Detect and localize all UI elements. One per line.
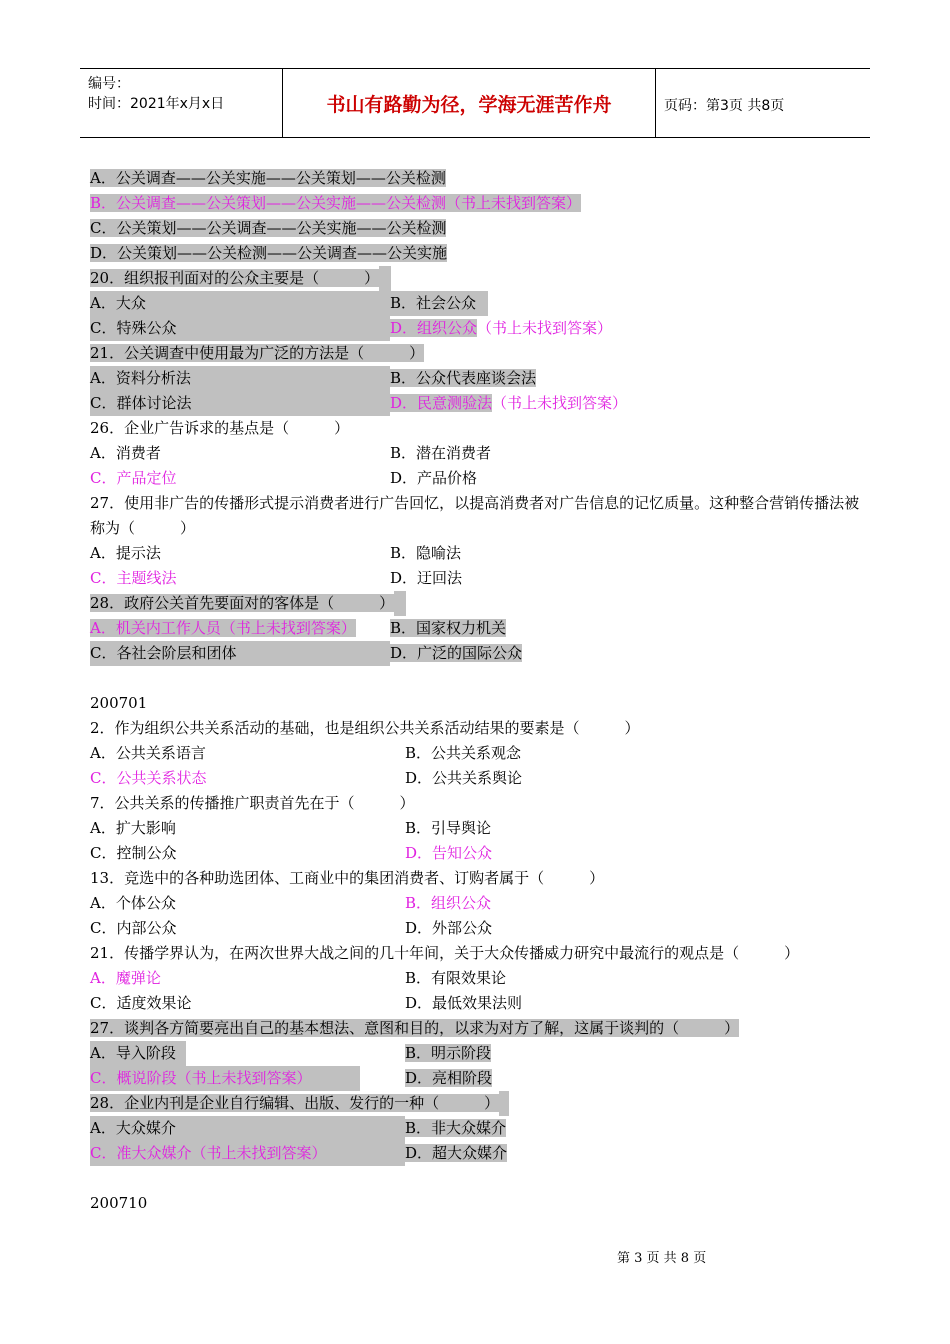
option-c-answer: C．概说阶段（书上未找到答案） <box>90 1066 360 1091</box>
option-a: A．大众 <box>90 291 390 316</box>
option-b: B．潜在消费者 <box>390 444 492 462</box>
answer-option-line: B．公关调查——公关策划——公关实施——公关检测（书上未找到答案） <box>90 194 582 212</box>
option-c: C．控制公众 <box>90 844 177 862</box>
question-20: 20．组织报刊面对的公众主要是（ ） <box>90 269 380 287</box>
question-27b: 27．谈判各方简要亮出自己的基本想法、意图和目的，以求为对方了解，这属于谈判的（ ） <box>90 1019 740 1037</box>
section-code: 200701 <box>90 694 148 712</box>
option-d: D．亮相阶段 <box>405 1069 493 1087</box>
option-c-answer: C．公共关系状态 <box>90 769 207 787</box>
option-c-answer: C．准大众媒介（书上未找到答案） <box>90 1141 405 1166</box>
option-d-answer: D．民意测验法 <box>390 394 493 412</box>
option-b: B．引导舆论 <box>405 819 492 837</box>
option-c: C．特殊公众 <box>90 316 390 341</box>
question-21: 21．公关调查中使用最为广泛的方法是（ ） <box>90 344 425 362</box>
option-line: C．公关策划——公关调查——公关实施——公关检测 <box>90 219 447 237</box>
header-number: 编号： <box>88 76 130 92</box>
option-d: D．最低效果法则 <box>405 994 523 1012</box>
option-c: C．各社会阶层和团体 <box>90 641 390 666</box>
option-a-answer: A．魔弹论 <box>90 969 161 987</box>
header-page-number: 页码：第3页 共8页 <box>664 98 785 114</box>
question-13: 13．竞选中的各种助选团体、工商业中的集团消费者、订购者属于（ ） <box>90 869 605 887</box>
option-b: B．明示阶段 <box>405 1044 492 1062</box>
question-28b: 28．企业内刊是企业自行编辑、出版、发行的一种（ ） <box>90 1094 500 1112</box>
section-code: 200710 <box>90 1194 148 1212</box>
page-footer: 第 3 页 共 8 页 <box>617 1251 707 1266</box>
option-b: B．有限效果论 <box>405 969 507 987</box>
option-d: D．迂回法 <box>390 569 463 587</box>
option-b: B．社会公众 <box>390 291 488 316</box>
page-header <box>80 68 870 138</box>
option-a-answer: A．机关内工作人员（书上未找到答案） <box>90 619 356 637</box>
question-28: 28．政府公关首先要面对的客体是（ ） <box>90 594 395 612</box>
option-d: D．公共关系舆论 <box>405 769 523 787</box>
option-a: A．资料分析法 <box>90 366 390 391</box>
option-a: A．个体公众 <box>90 894 176 912</box>
question-21b: 21．传播学界认为，在两次世界大战之间的几十年间，关于大众传播威力研究中最流行的观点是（ ） <box>90 944 800 962</box>
option-d: D．超大众媒介 <box>405 1144 508 1162</box>
option-c: C．群体讨论法 <box>90 391 390 416</box>
option-a: A．扩大影响 <box>90 819 176 837</box>
option-a: A．大众媒介 <box>90 1116 405 1141</box>
option-line: A．公关调查——公关实施——公关策划——公关检测 <box>90 169 446 187</box>
question-26: 26．企业广告诉求的基点是（ ） <box>90 419 350 437</box>
option-b: B．公共关系观念 <box>405 744 522 762</box>
option-d-answer: D．组织公众 <box>390 319 478 337</box>
option-b: B．非大众媒介 <box>405 1119 507 1137</box>
header-time: 时间：2021年x月x日 <box>88 96 225 112</box>
option-c-answer: C．主题线法 <box>90 569 177 587</box>
option-d-answer: D．告知公众 <box>405 844 493 862</box>
option-b: B．国家权力机关 <box>390 619 507 637</box>
option-d: D．广泛的国际公众 <box>390 644 523 662</box>
question-27: 27．使用非广告的传播形式提示消费者进行广告回忆，以提高消费者对广告信息的记忆质量。这种整合营销传播法被称为（ ） <box>90 494 860 537</box>
document-body <box>90 166 870 1216</box>
answer-note: （书上未找到答案） <box>492 394 628 412</box>
option-a: A．提示法 <box>90 544 161 562</box>
option-b-answer: B．组织公众 <box>405 894 492 912</box>
option-c: C．内部公众 <box>90 919 177 937</box>
option-c: C．适度效果论 <box>90 994 192 1012</box>
option-a: A．公共关系语言 <box>90 744 206 762</box>
option-b: B．隐喻法 <box>390 544 462 562</box>
question-2: 2．作为组织公共关系活动的基础，也是组织公共关系活动结果的要素是（ ） <box>90 719 640 737</box>
option-c-answer: C．产品定位 <box>90 469 177 487</box>
option-b: B．公众代表座谈会法 <box>390 369 537 387</box>
question-7: 7．公共关系的传播推广职责首先在于（ ） <box>90 794 415 812</box>
answer-note: （书上未找到答案） <box>477 319 613 337</box>
header-motto: 书山有路勤为径，学海无涯苦作舟 <box>283 69 656 137</box>
option-line: D．公关策划——公关检测——公关调查——公关实施 <box>90 244 448 262</box>
option-d: D．外部公众 <box>405 919 493 937</box>
option-d: D．产品价格 <box>390 469 478 487</box>
option-a: A．消费者 <box>90 444 161 462</box>
option-a: A．导入阶段 <box>90 1041 186 1066</box>
header-meta <box>80 69 283 137</box>
